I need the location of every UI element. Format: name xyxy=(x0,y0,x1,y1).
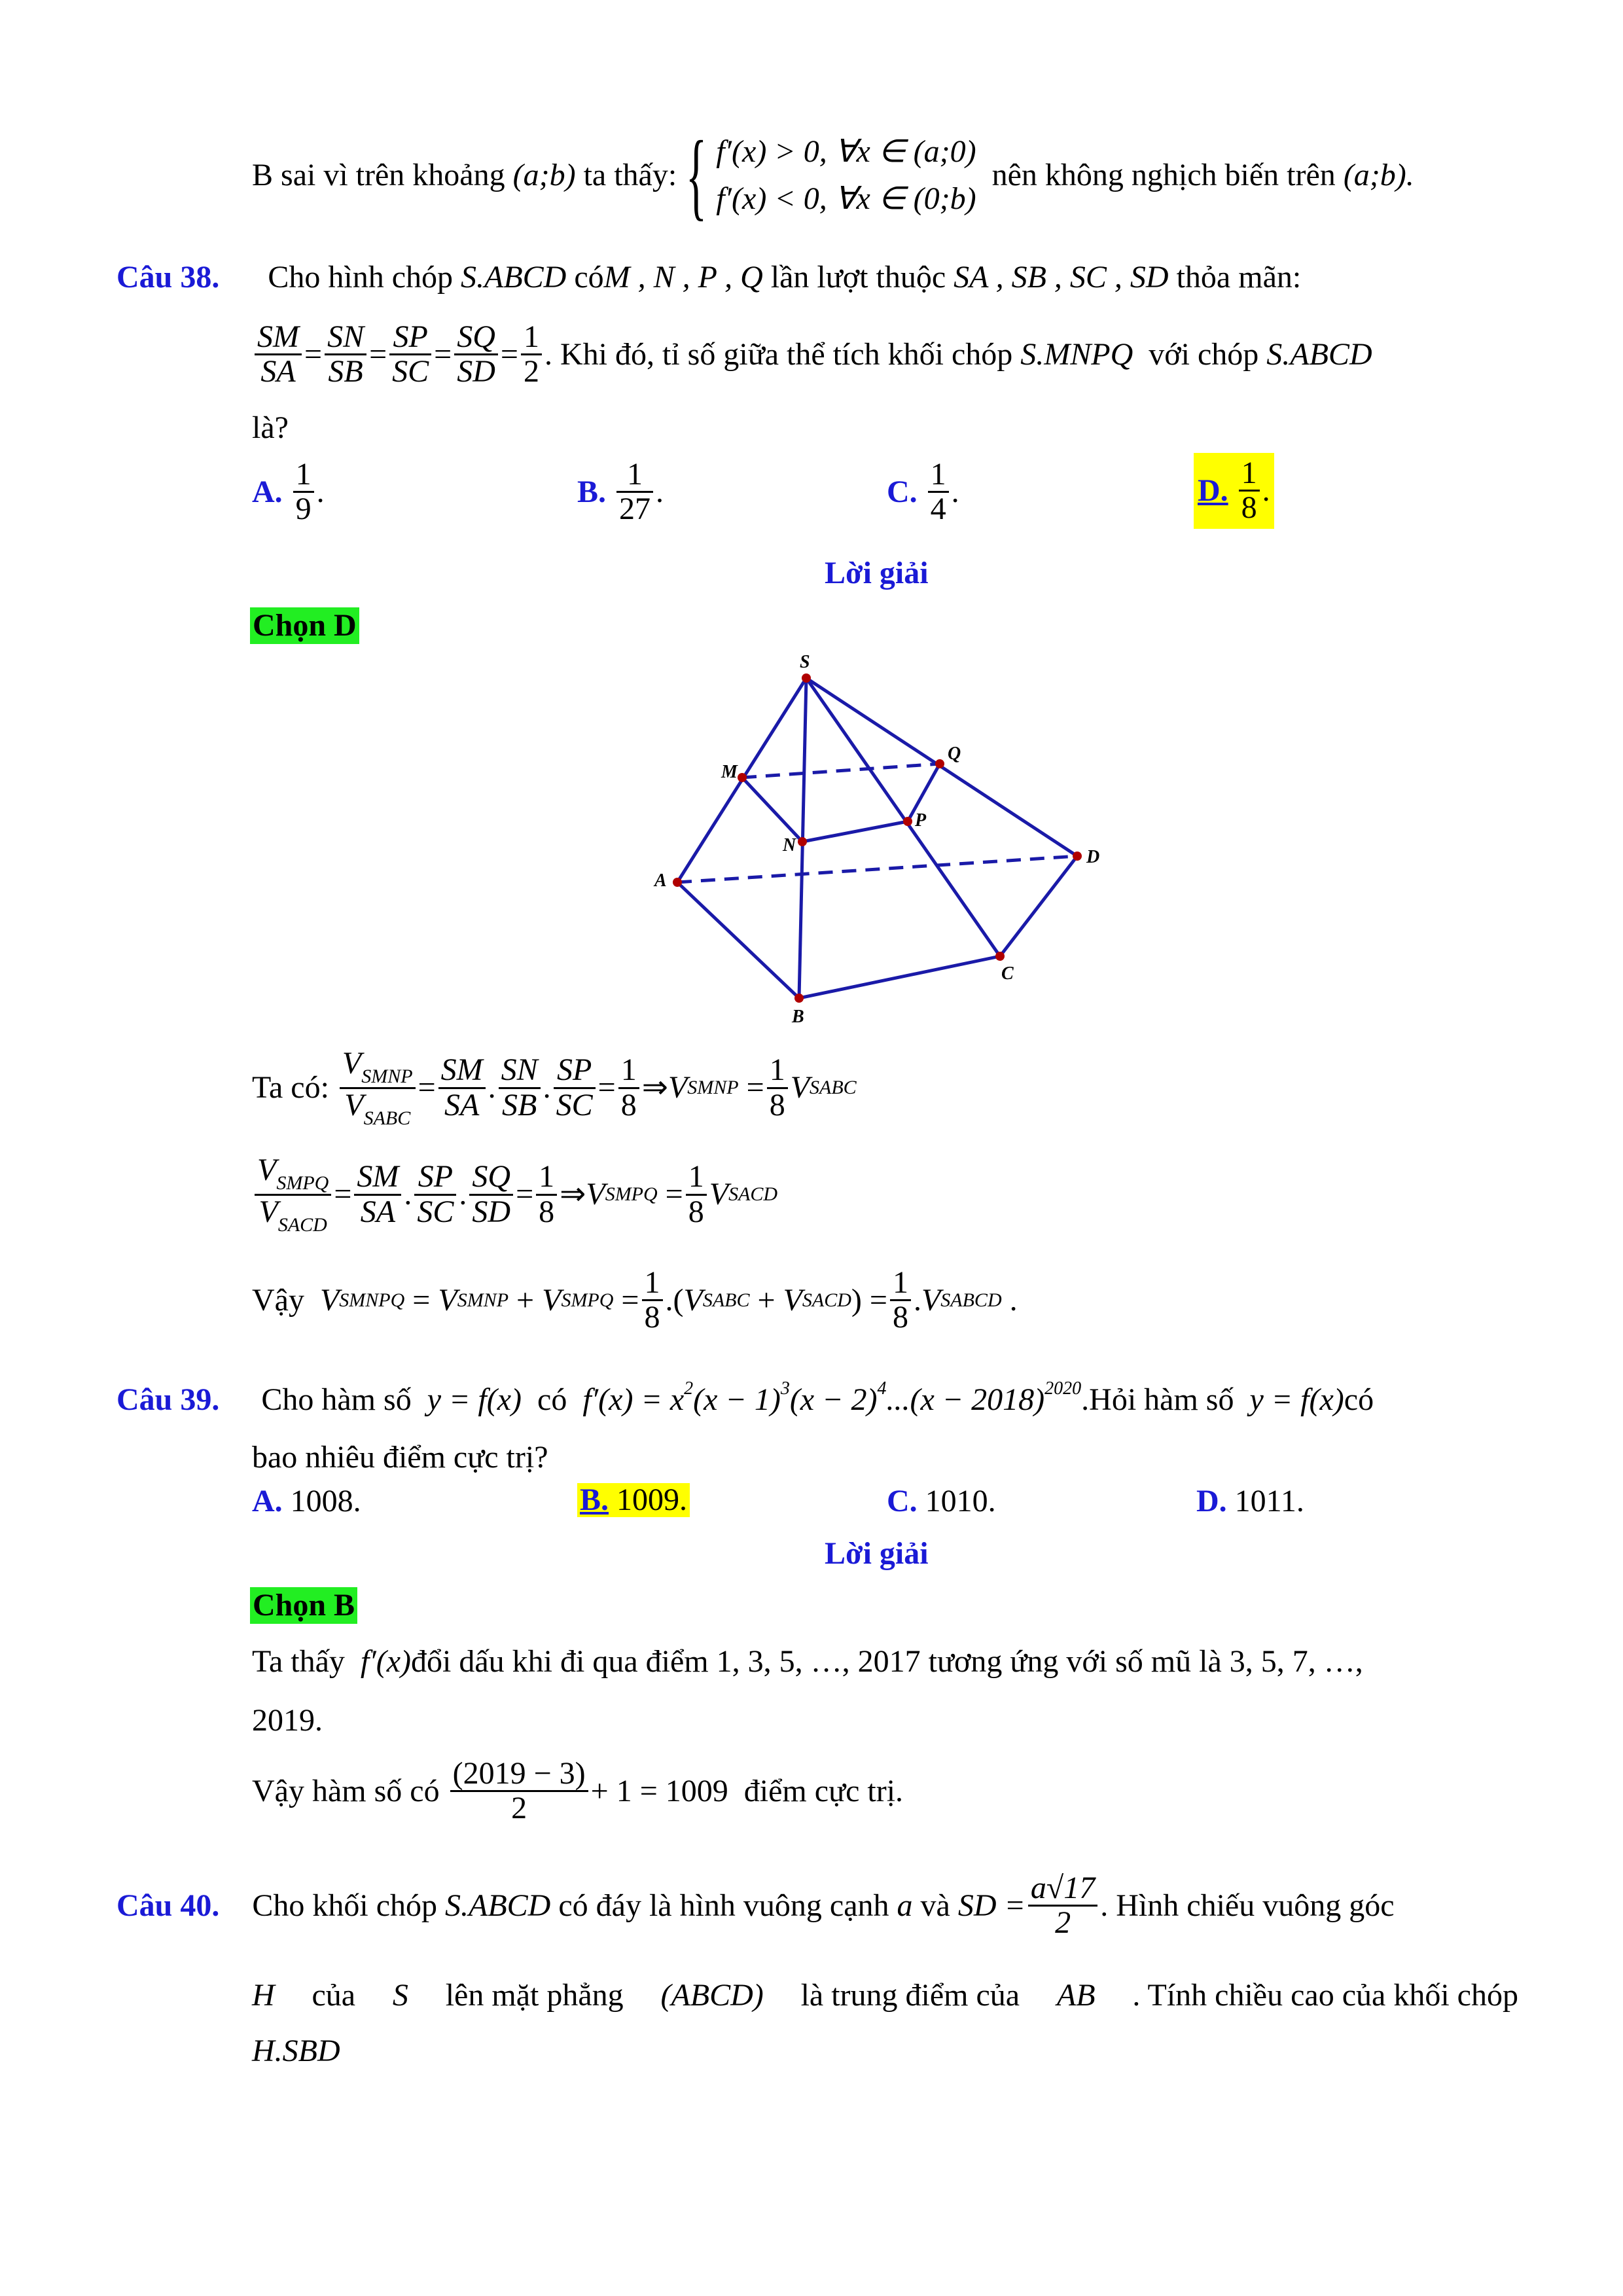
option-letter: A. xyxy=(252,474,283,509)
q38-text: lần lượt thuộc xyxy=(770,260,946,295)
q39-choose: Chọn B xyxy=(250,1587,357,1624)
ratio-sq-sd: $\frac{SQ}{SD}$ xyxy=(454,321,498,389)
label-m: M xyxy=(721,762,738,782)
option-value: $\frac{1}{9}$ xyxy=(293,458,314,526)
point-m xyxy=(738,773,747,782)
interval-ab: (a;b) xyxy=(512,158,576,192)
option-letter: B. xyxy=(577,474,607,509)
q39-solution-title: Lời giải xyxy=(825,1536,929,1571)
label-a: A xyxy=(654,870,667,891)
q38-option-d-correct[interactable]: D. $\frac{1}{8}$ . xyxy=(1194,453,1274,529)
q38-text: có xyxy=(574,260,604,295)
point-p xyxy=(903,817,912,826)
q38-option-c[interactable]: C. $\frac{1}{4}$ . xyxy=(887,457,959,527)
system-brace: { xyxy=(685,121,707,230)
q39-text: .Hỏi hàm số xyxy=(1081,1382,1234,1417)
eq-text: Vậy xyxy=(252,1282,304,1318)
system-line-1: f′(x) > 0, ∀x ∈ (a;0) xyxy=(716,134,976,169)
eq-text: Ta có: xyxy=(252,1070,329,1105)
option-letter: C. xyxy=(887,1484,918,1518)
option-letter: A. xyxy=(252,1484,283,1518)
option-value: 1010. xyxy=(925,1484,996,1518)
q38-label: Câu 38. xyxy=(116,260,220,295)
point-n xyxy=(798,837,807,846)
point-c xyxy=(995,952,1005,961)
q38-solution-title: Lời giải xyxy=(825,556,929,590)
interval-end: (a;b). xyxy=(1343,158,1414,192)
q39-text: có xyxy=(537,1382,567,1417)
q40-stem-line3: H.SBD xyxy=(252,2034,340,2068)
intro-text-2: nên không nghịch biến trên xyxy=(991,158,1336,192)
q38-points: M , N , P , Q xyxy=(603,260,763,295)
q38-equation-3: Vậy V SMNPQ = V SMNP + V SMPQ = $\frac{1}{8}$ .( V SABC + V SACD ) = $\frac{1}{8}$ . V SABCD . xyxy=(252,1265,1018,1335)
pyramid-figure xyxy=(641,648,1113,1028)
intro-text-ta-thay: ta thấy: xyxy=(583,158,677,192)
q38-question-end: là? xyxy=(252,410,289,445)
intro-text-1: B sai vì trên khoảng xyxy=(252,158,505,192)
q39-option-d[interactable] xyxy=(1196,1486,1304,1517)
option-value: 1009. xyxy=(616,1482,688,1517)
point-b xyxy=(794,994,804,1003)
q39-text: có xyxy=(1344,1382,1374,1417)
q38-text: thỏa mãn: xyxy=(1176,260,1302,295)
sign-system xyxy=(716,128,976,223)
q38-choose: Chọn D xyxy=(250,607,359,644)
label-s: S xyxy=(800,652,810,672)
q38-small-pyramid: S.MNPQ xyxy=(1020,336,1133,372)
q38-option-b[interactable]: B. $\frac{1}{27}$ . xyxy=(577,457,664,527)
q38-edges: SA , SB , SC , SD xyxy=(954,260,1169,295)
system-line-2: f′(x) < 0, ∀x ∈ (0;b) xyxy=(716,181,976,216)
q39-stem-line1 xyxy=(116,1380,1374,1416)
q39-solution-line3: Vậy hàm số có $\frac{(2019 - 3)}{2}$ + 1 = 1009 điểm cực trị. xyxy=(252,1756,904,1826)
q40-stem-line1: Câu 40. Cho khối chóp S.ABCD có đáy là hình vuông cạnh a và SD = $\frac{a√17}{2}$ . Hình chiếu vuông góc xyxy=(116,1871,1395,1941)
label-p: P xyxy=(915,810,927,831)
q40-stem-line2: H của S lên mặt phẳng (ABCD) là trung điểm của AB . Tính chiều cao của khối chóp xyxy=(252,1978,1518,2013)
point-d xyxy=(1073,852,1082,861)
volume-ratio-smnp-sabc: $\frac{V_{SMNP}}{V_{SABC}}$ xyxy=(340,1047,416,1128)
q38-ratio-line: $\frac{SM}{SA}$ = $\frac{SN}{SB}$ = $\frac{SP}{SC}$ = $\frac{SQ}{SD}$ = $\frac{1}{2}$ . Khi đó, tỉ số giữa thể tích khối chóp S.MNPQ với chóp S.ABCD xyxy=(252,321,1372,389)
label-b: B xyxy=(792,1007,804,1027)
point-a xyxy=(673,878,682,887)
point-s xyxy=(802,673,811,683)
q38-text: với chóp xyxy=(1149,336,1259,372)
q39-solution-line2: 2019. xyxy=(252,1703,323,1738)
q38-text: Cho hình chóp xyxy=(268,260,454,295)
q39-option-a[interactable] xyxy=(252,1486,361,1517)
ratio-sn-sb: $\frac{SN}{SB}$ xyxy=(325,321,366,389)
q39-stem-line2: bao nhiêu điểm cực trị? xyxy=(252,1440,548,1475)
option-value: 1011. xyxy=(1234,1484,1304,1518)
ratio-sp-sc: $\frac{SP}{SC}$ xyxy=(389,321,431,389)
option-letter: D. xyxy=(1198,473,1228,508)
point-q xyxy=(935,759,944,768)
q39-function: y = f(x) xyxy=(1249,1382,1344,1417)
label-c: C xyxy=(1001,963,1014,984)
label-q: Q xyxy=(948,744,961,764)
q39-option-c[interactable] xyxy=(887,1486,996,1517)
option-value: $\frac{1}{27}$ xyxy=(616,458,653,526)
q38-pyramid-name: S.ABCD xyxy=(1266,336,1372,372)
label-n: N xyxy=(783,835,796,855)
q39-function: y = f(x) xyxy=(427,1382,522,1417)
q38-option-a[interactable]: A. $\frac{1}{9}$ . xyxy=(252,457,325,527)
option-value: $\frac{1}{8}$ xyxy=(1239,457,1260,525)
option-value: 1008. xyxy=(290,1484,361,1518)
option-value: $\frac{1}{4}$ xyxy=(928,458,949,526)
q39-option-b-correct[interactable] xyxy=(577,1483,690,1517)
q39-text: Cho hàm số xyxy=(261,1382,412,1417)
q40-label: Câu 40. xyxy=(116,1888,220,1923)
option-letter: B. xyxy=(580,1482,609,1517)
q38-equation-2: $\frac{V_{SMPQ}}{V_{SACD}}$ = $\frac{SM}{SA}$ . $\frac{SP}{SC}$ . $\frac{SQ}{SD}$ = $\frac{1}{8}$ ⇒ V SMPQ = $\frac{1}{8}$ V SACD xyxy=(252,1154,777,1235)
q38-equation-1: Ta có: $\frac{V_{SMNP}}{V_{SABC}}$ = $\frac{SM}{SA}$ . $\frac{SN}{SB}$ . $\frac{SP}{SC}$ = $\frac{1}{8}$ ⇒ V SMNP = $\frac{1}{8}$ V SABC xyxy=(252,1046,857,1129)
q39-solution-line1: Ta thấy f′(x)đổi dấu khi đi qua điểm 1, 3, 5, …, 2017 tương ứng với số mũ là 3, 5, 7, …, xyxy=(252,1644,1363,1679)
option-letter: C. xyxy=(887,474,918,509)
q38-text: . Khi đó, tỉ số giữa thể tích khối chóp xyxy=(544,336,1013,372)
ratio-sm-sa: $\frac{SM}{SA}$ xyxy=(255,321,302,389)
q39-label: Câu 39. xyxy=(116,1382,220,1417)
label-d: D xyxy=(1086,847,1100,867)
ratio-one-half: $\frac{1}{2}$ xyxy=(521,321,542,389)
intro-line xyxy=(252,121,1414,230)
option-letter: D. xyxy=(1196,1484,1227,1518)
q39-derivative: $f'(x) = x^2(x - 1)^3(x - 2)^4...(x - 2018)^{2020}$ xyxy=(582,1378,1082,1417)
q38-pyramid-name: S.ABCD xyxy=(461,260,567,295)
q38-stem-line1 xyxy=(116,262,1301,293)
volume-ratio-smpq-sacd: $\frac{V_{SMPQ}}{V_{SACD}}$ xyxy=(255,1154,331,1235)
